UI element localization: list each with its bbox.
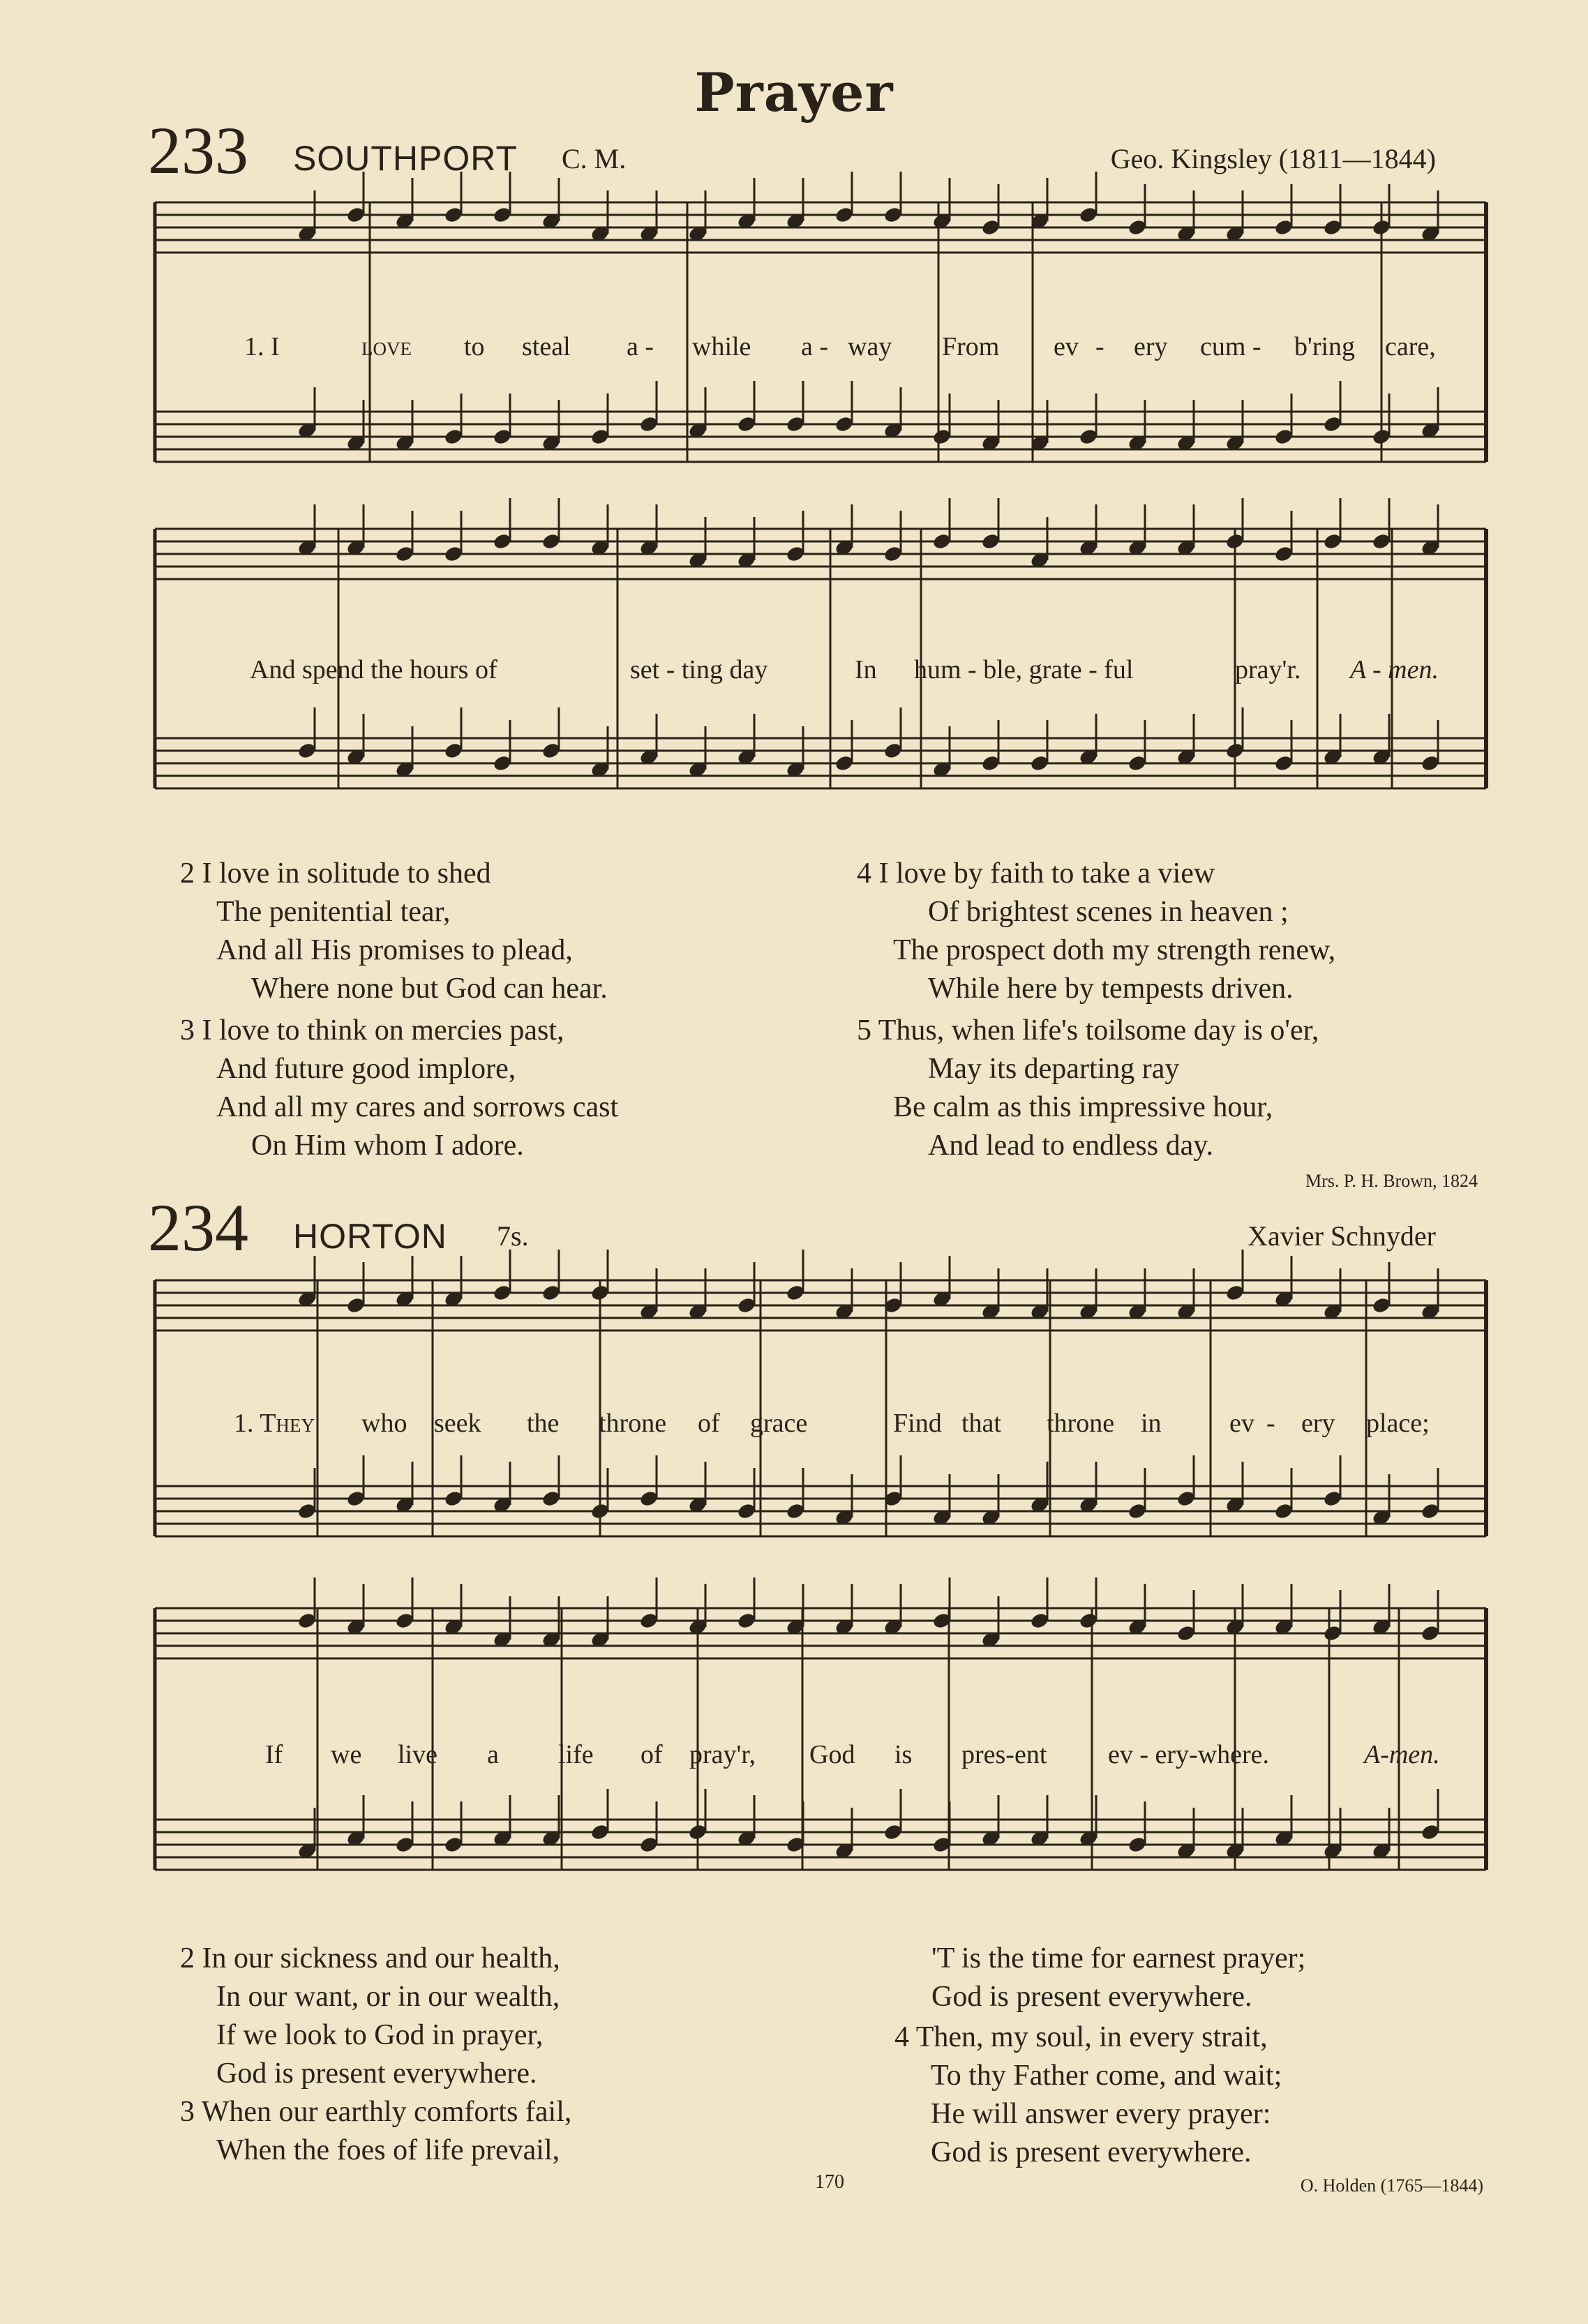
lyric-syllable: a bbox=[487, 1740, 499, 1769]
lyric-syllable: care, bbox=[1385, 332, 1436, 361]
author-credit: Mrs. P. H. Brown, 1824 bbox=[1305, 1171, 1478, 1191]
verse-line: May its departing ray bbox=[928, 1053, 1180, 1085]
meter: C. M. bbox=[562, 143, 627, 174]
lyric-syllable: place; bbox=[1366, 1409, 1430, 1438]
verse-line: When the foes of life prevail, bbox=[216, 2134, 560, 2166]
lyric-syllable: ev bbox=[1229, 1409, 1254, 1438]
lyric-syllable: set - ting day bbox=[630, 655, 768, 684]
verse-line: 4 I love by faith to take a view bbox=[857, 857, 1215, 890]
verse-line: And lead to endless day. bbox=[928, 1130, 1214, 1162]
verse-line: 3 I love to think on mercies past, bbox=[180, 1014, 564, 1047]
verse bbox=[180, 1940, 560, 2093]
lyric-syllable: the bbox=[527, 1409, 560, 1438]
lyrics-line bbox=[0, 654, 1588, 689]
lyric-syllable: of bbox=[698, 1409, 720, 1438]
lyric-syllable: who bbox=[361, 1409, 407, 1438]
lyric-syllable: pray'r, bbox=[689, 1740, 756, 1769]
lyric-syllable: that bbox=[961, 1409, 1001, 1438]
verse-line: Be calm as this impressive hour, bbox=[893, 1091, 1273, 1123]
lyric-syllable: way bbox=[848, 332, 892, 361]
lyric-syllable: - bbox=[1095, 332, 1104, 361]
lyric-syllable: hum - ble, grate - ful bbox=[914, 655, 1134, 684]
verse bbox=[894, 2018, 1282, 2172]
lyric-syllable: A-men. bbox=[1364, 1740, 1440, 1769]
lyric-syllable: 1. They bbox=[234, 1409, 315, 1438]
verse bbox=[180, 1012, 618, 1165]
composer: Xavier Schnyder bbox=[1248, 1220, 1436, 1252]
lyric-syllable: - bbox=[1266, 1409, 1275, 1438]
lyric-syllable: And spend the hours of bbox=[250, 655, 497, 684]
author-credit: O. Holden (1765—1844) bbox=[1300, 2175, 1483, 2196]
lyric-syllable: to bbox=[464, 332, 485, 361]
lyric-syllable: live bbox=[398, 1740, 437, 1769]
lyric-syllable: we bbox=[331, 1740, 362, 1769]
verse-line: To thy Father come, and wait; bbox=[931, 2060, 1282, 2092]
verse-line: And all my cares and sorrows cast bbox=[216, 1091, 619, 1123]
verse-line: In our want, or in our wealth, bbox=[216, 1981, 560, 2013]
lyric-syllable: pray'r. bbox=[1235, 655, 1301, 684]
lyric-syllable: while bbox=[692, 332, 751, 361]
verse-line: 2 In our sickness and our health, bbox=[180, 1942, 560, 1974]
lyric-syllable: 1. I bbox=[244, 332, 280, 361]
lyric-syllable: love bbox=[361, 332, 412, 361]
verse-line: 'T is the time for earnest prayer; bbox=[931, 1942, 1306, 1974]
hymn-number: 233 bbox=[148, 113, 248, 188]
lyric-syllable: ev bbox=[1054, 332, 1079, 361]
page-number: 170 bbox=[815, 2171, 844, 2193]
lyric-syllable: throne bbox=[599, 1409, 667, 1438]
verse bbox=[857, 1012, 1319, 1165]
verse-line: He will answer every prayer: bbox=[931, 2098, 1271, 2130]
verse-line: 4 Then, my soul, in every strait, bbox=[894, 2021, 1268, 2053]
lyric-syllable: In bbox=[855, 655, 877, 684]
lyrics-line bbox=[0, 1408, 1588, 1443]
verse-line: God is present everywhere. bbox=[931, 2136, 1252, 2168]
lyric-syllable: seek bbox=[434, 1409, 481, 1438]
verse bbox=[180, 855, 608, 1008]
verse-line: God is present everywhere. bbox=[931, 1981, 1252, 2013]
lyric-syllable: ery bbox=[1301, 1409, 1335, 1438]
verse bbox=[180, 2093, 571, 2170]
lyric-syllable: cum - bbox=[1200, 332, 1261, 361]
verse-line: And future good implore, bbox=[216, 1053, 516, 1085]
verse-line: 2 I love in solitude to shed bbox=[180, 857, 491, 890]
lyrics-line bbox=[0, 331, 1588, 366]
verse bbox=[857, 855, 1335, 1008]
lyric-syllable: God bbox=[809, 1740, 855, 1769]
verse-line: While here by tempests driven. bbox=[928, 973, 1294, 1005]
verse-line: 5 Thus, when life's toilsome day is o'er, bbox=[857, 1014, 1319, 1047]
verse-line: And all His promises to plead, bbox=[216, 934, 573, 966]
lyric-syllable: ery bbox=[1134, 332, 1168, 361]
verse-line: Of brightest scenes in heaven ; bbox=[928, 896, 1289, 928]
lyric-syllable: Find bbox=[893, 1409, 942, 1438]
lyric-syllable: a - bbox=[801, 332, 829, 361]
verse-line: On Him whom I adore. bbox=[251, 1130, 524, 1162]
meter: 7s. bbox=[497, 1220, 529, 1252]
verse bbox=[931, 1940, 1305, 2016]
tune-name: SOUTHPORT bbox=[293, 139, 518, 178]
lyric-syllable: is bbox=[894, 1740, 913, 1769]
lyric-syllable: A - men. bbox=[1350, 655, 1439, 684]
composer: Geo. Kingsley (1811—1844) bbox=[1110, 143, 1436, 174]
lyric-syllable: of bbox=[641, 1740, 663, 1769]
tune-name: HORTON bbox=[293, 1217, 447, 1256]
verse-line: 3 When our earthly comforts fail, bbox=[180, 2096, 572, 2128]
lyric-syllable: ev - ery-where. bbox=[1108, 1740, 1270, 1769]
lyric-syllable: grace bbox=[750, 1409, 808, 1438]
lyric-syllable: a - bbox=[627, 332, 654, 361]
lyric-syllable: b'ring bbox=[1294, 332, 1356, 361]
verse-line: The prospect doth my strength renew, bbox=[893, 934, 1336, 966]
verse-line: The penitential tear, bbox=[216, 896, 451, 928]
lyric-syllable: From bbox=[942, 332, 1000, 361]
lyric-syllable: in bbox=[1141, 1409, 1162, 1438]
verse-line: If we look to God in prayer, bbox=[216, 2019, 544, 2051]
verse-line: God is present everywhere. bbox=[216, 2057, 537, 2090]
lyric-syllable: pres-ent bbox=[961, 1740, 1047, 1769]
section-title: Prayer bbox=[694, 61, 894, 123]
lyric-syllable: If bbox=[265, 1740, 283, 1769]
lyrics-line bbox=[0, 1739, 1588, 1774]
verse-line: Where none but God can hear. bbox=[251, 973, 608, 1005]
lyric-syllable: throne bbox=[1047, 1409, 1115, 1438]
hymn-number: 234 bbox=[148, 1190, 248, 1265]
lyric-syllable: life bbox=[558, 1740, 594, 1769]
lyric-syllable: steal bbox=[522, 332, 571, 361]
